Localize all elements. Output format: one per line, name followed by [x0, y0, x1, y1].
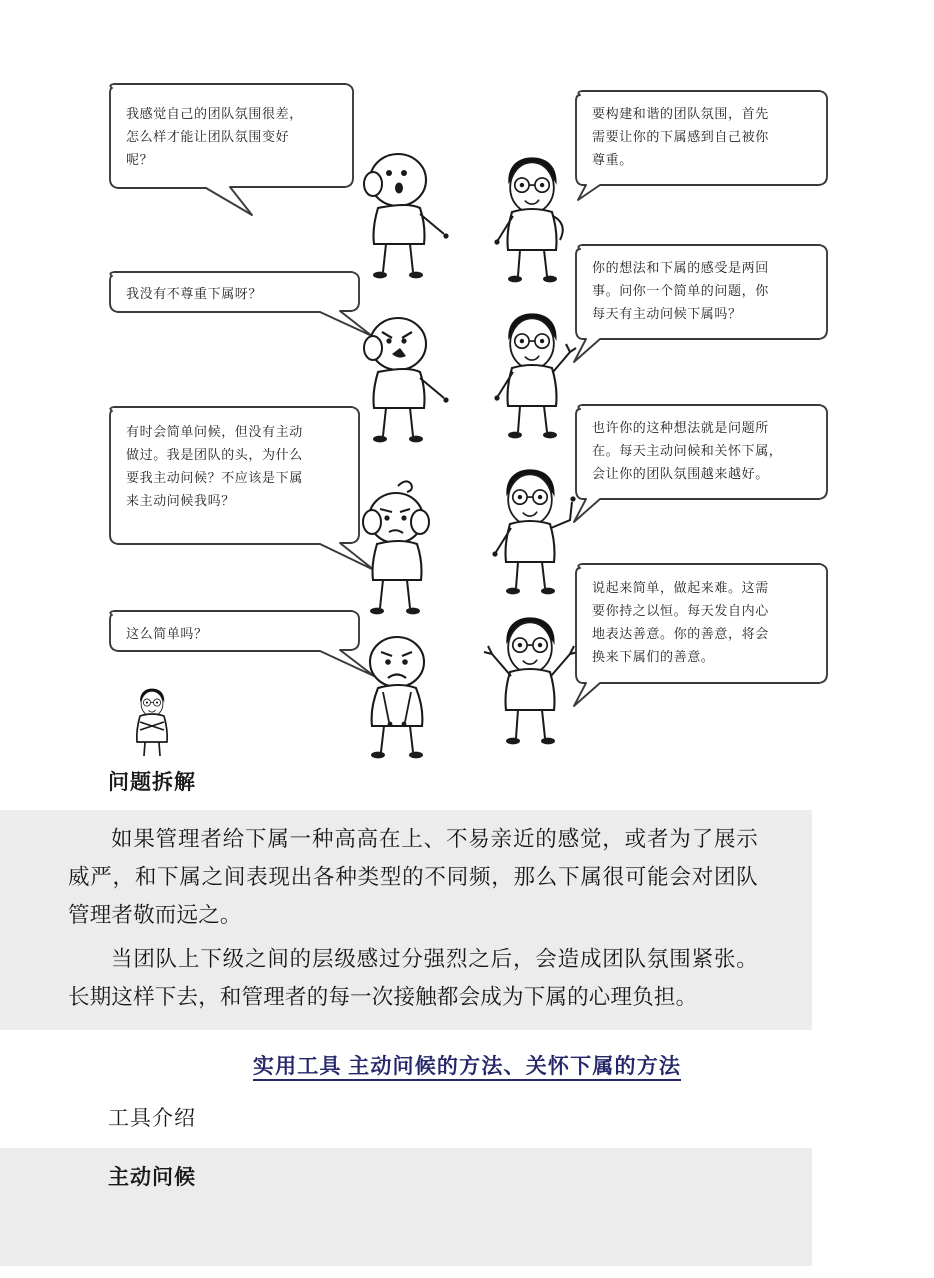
bubble-row1-left-line2: 怎么样才能让团队氛围变好 — [126, 130, 290, 145]
tool-heading-text: 实用工具 主动问候的方法、关怀下属的方法 — [253, 1054, 681, 1081]
bubble-row3-left-line3: 要我主动问候？不应该是下属 — [126, 471, 303, 486]
bubble-row3-right-line1: 也许你的这种想法就是问题所 — [592, 421, 769, 436]
bubble-row4-right-line2: 要你持之以恒。每天发自内心 — [592, 604, 769, 619]
character-row1-right — [494, 157, 562, 282]
bubble-row3-left-line2: 做过。我是团队的头，为什么 — [126, 448, 303, 463]
bubble-row2-right-line1: 你的想法和下属的感受是两回 — [592, 261, 769, 276]
tool-panel — [0, 1148, 812, 1266]
bubble-row1-right-line2: 需要让你的下属感到自己被你 — [592, 130, 769, 145]
bubble-row1-left-line1: 我感觉自己的团队氛围很差， — [126, 107, 303, 122]
document-body — [0, 760, 934, 1266]
character-row2-right — [494, 313, 576, 438]
character-row3-right — [492, 469, 575, 594]
character-row1-left — [364, 154, 449, 278]
bubble-row3-left — [110, 407, 374, 570]
bubble-row2-right-line2: 事。问你一个简单的问题，你 — [592, 284, 769, 299]
bubble-row4-right — [574, 564, 827, 706]
character-row3-left — [363, 481, 429, 614]
bubble-row2-right-line3: 每天有主动问候下属吗？ — [592, 307, 742, 322]
bubble-row4-left — [110, 611, 374, 676]
body-paragraph-2: 当团队上下级之间的层级感过分强烈之后，会造成团队氛围紧张。长期这样下去，和管理者的每一次接触都会成为下属的心理负担。 — [68, 947, 758, 1009]
bubble-row4-left-line1: 这么简单吗？ — [126, 627, 208, 642]
bubble-row3-left-line4: 来主动问候我吗？ — [126, 494, 235, 509]
corner-character-arms-crossed — [137, 689, 167, 756]
bubble-row2-right — [574, 245, 827, 362]
bubble-row1-right-line1: 要构建和谐的团队氛围，首先 — [592, 107, 769, 122]
tool-intro-heading: 工具介绍 — [108, 1106, 196, 1130]
character-row4-right — [484, 617, 578, 744]
bubble-row3-right — [574, 405, 827, 522]
bubble-row3-right-line3: 会让你的团队氛围越来越好。 — [592, 467, 769, 482]
tool-heading — [0, 1046, 934, 1086]
character-row4-left — [370, 637, 424, 758]
bubble-row1-left — [110, 84, 353, 215]
character-row2-left — [364, 318, 449, 442]
bubble-row2-left-line1: 我没有不尊重下属呀？ — [126, 287, 263, 302]
bubble-row4-right-line3: 地表达善意。你的善意，将会 — [592, 627, 769, 642]
bubble-row1-right-line3: 尊重。 — [592, 153, 633, 168]
bubble-row4-right-line1: 说起来简单，做起来难。这需 — [592, 581, 769, 596]
bubble-row3-right-line2: 在。每天主动问候和关怀下属， — [592, 444, 783, 459]
bubble-row3-left-line1: 有时会简单问候，但没有主动 — [126, 425, 303, 440]
shaded-text-block — [0, 810, 812, 1030]
bubble-row4-right-line4: 换来下属们的善意。 — [592, 650, 715, 665]
tool-panel-title: 主动问候 — [108, 1165, 196, 1189]
body-paragraph-1: 如果管理者给下属一种高高在上、不易亲近的感觉，或者为了展示威严，和下属之间表现出各种类型的不同频，那么下属很可能会对团队管理者敬而远之。 — [68, 827, 758, 927]
bubble-row1-right — [576, 91, 827, 200]
bubble-row2-left — [110, 272, 372, 336]
section-heading: 问题拆解 — [108, 770, 196, 794]
bubble-row1-left-line3: 呢？ — [126, 153, 154, 168]
